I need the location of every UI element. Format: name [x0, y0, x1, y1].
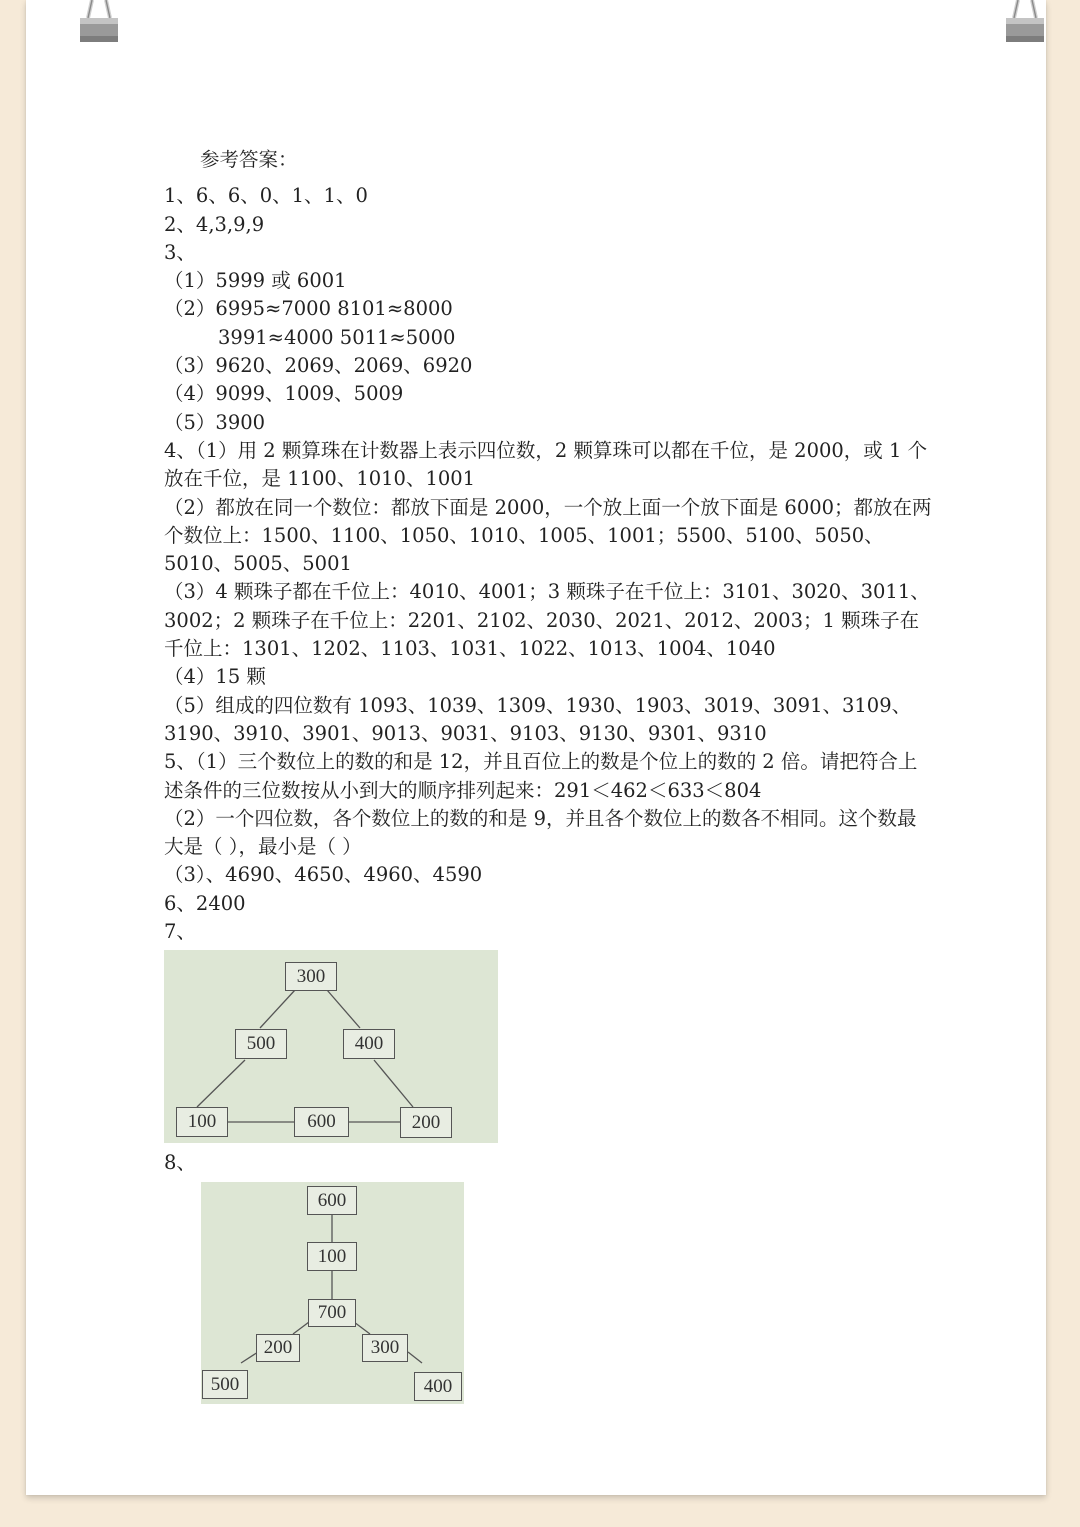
node-300: 300 [362, 1334, 408, 1362]
node-400: 400 [343, 1029, 395, 1059]
node-200: 200 [400, 1107, 452, 1138]
node-100: 100 [176, 1107, 228, 1137]
answer-line-3-2b: 3991≈4000 5011≈5000 [218, 325, 456, 349]
node-200: 200 [256, 1334, 300, 1362]
node-100: 100 [307, 1242, 357, 1271]
answer-line-5-1: 5、（1）三个数位上的数的和是 12，并且百位上的数是个位上的数的 2 倍。请把符合上述条件的三位数按从小到大的顺序排列起来：291＜462＜633＜804 [164, 750, 918, 802]
node-700: 700 [308, 1299, 356, 1327]
answer-line-2: 2、4,3,9,9 [164, 212, 265, 236]
answer-line-3: 3、 [164, 240, 196, 264]
page-title: 参考答案： [200, 148, 298, 171]
answer-line-4-3: （3）4 颗珠子都在千位上：4010、4001；3 颗珠子在千位上：3101、3020、3011、3002；2 颗珠子在千位上：2201、2102、2030、2021、2012、2003；1 颗珠子在千位上：1301、1202、1103、1031、1022、1013、1004、1040 [164, 580, 930, 661]
answer-line-1: 1、6、6、0、1、1、0 [164, 184, 368, 208]
answer-line-5-2: （2）一个四位数，各个数位上的数的和是 9，并且各个数位上的数各不相同。这个数最大是（ ），最小是（ ） [164, 806, 917, 859]
answer-line-4-2: （2）都放在同一个数位：都放下面是 2000，一个放上面一个放下面是 6000；都放在两个数位上：1500、1100、1050、1010、1005、1001；5500、5100、5050、5010、5005、5001 [164, 495, 932, 576]
binder-clip-icon [1004, 0, 1046, 44]
answer-line-4-1: 4、（1）用 2 颗算珠在计数器上表示四位数，2 颗算珠可以都在千位，是 2000，或 1 个放在千位，是 1100、1010、1001 [164, 438, 928, 491]
answer-line-3-1: （1）5999 或 6001 [164, 269, 347, 293]
tree-diagram [201, 1182, 464, 1404]
answer-line-3-5: （5）3900 [164, 410, 266, 434]
answer-line-4-4: （4）15 颗 [164, 665, 266, 689]
node-300: 300 [285, 962, 337, 991]
answer-line-6: 6、2400 [164, 891, 246, 915]
node-500: 500 [235, 1029, 287, 1059]
node-600: 600 [294, 1107, 349, 1137]
answer-line-8: 8、 [164, 1151, 196, 1175]
node-600: 600 [307, 1186, 357, 1215]
answer-line-3-4: （4）9099、1009、5009 [164, 382, 404, 406]
triangle-diagram [164, 950, 498, 1143]
node-500: 500 [202, 1370, 248, 1399]
answer-content [164, 146, 934, 1404]
answer-line-4-5: （5）组成的四位数有 1093、1039、1309、1930、1903、3019、3091、3109、3190、3910、3901、9013、9031、9103、9130、9301、9310 [164, 693, 912, 745]
answer-line-3-3: （3）9620、2069、2069、6920 [164, 354, 473, 378]
answer-line-7: 7、 [164, 920, 196, 944]
answer-line-3-2: （2）6995≈7000 8101≈8000 [164, 297, 453, 321]
answer-line-5-3: （3）、4690、4650、4960、4590 [164, 863, 483, 887]
node-400: 400 [414, 1372, 462, 1401]
binder-clip-icon [78, 0, 120, 44]
